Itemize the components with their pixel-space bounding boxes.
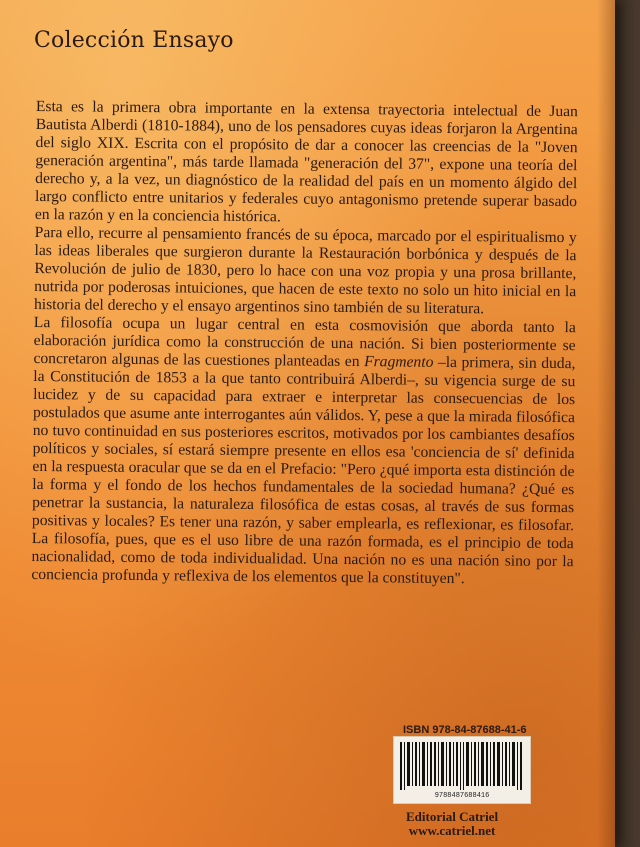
cover-edge-shadow	[597, 0, 615, 847]
barcode-number: 9788487688416	[434, 792, 490, 800]
barcode-bars	[400, 742, 524, 790]
publisher-name: Editorial Catriel	[406, 809, 499, 824]
series-title: Colección Ensayo	[34, 28, 234, 53]
publisher-url: www.catriel.net	[408, 823, 496, 838]
publisher-block	[406, 810, 498, 838]
blurb-paragraph-2: Para ello, recurre al pensamiento francés de su época, marcado por el espiritualismo y las ideas liberales que surgieron durante la Restauración borbónica y después de la Revolución de julio de 1830, pero lo hace con una voz propia y una prosa brillante, nutrida por poderosas intuiciones, que hacen de este texto no solo un hito inicial en la historia del derecho y el ensayo argentinos sino también de su literatura.	[33, 223, 577, 318]
isbn-label: ISBN 978-84-87688-41-6	[403, 724, 527, 736]
blurb-paragraph-1: Esta es la primera obra importante en la extensa trayectoria intelectual de Juan Bautista Alberdi (1810-1884), uno de los pensadores cuyas ideas forjaron la Argentina del siglo XIX. Escrita con el propósito de dar a conocer las creencias de la "Joven generación argentina", más tarde llamada "generación del 37", expone una teoría del derecho y, a la vez, un diagnóstico de la realidad del país en un momento álgido del largo conflicto entre unitarios y federales cuyo antagonismo pretende superar basado en la razón y en la conciencia histórica.	[34, 98, 578, 226]
paragraph-3-text-end: –la primera, sin duda, la Constitución de 1853 a la que tanto contribuirá Alberdi–, su vigencia surge de su lucidez y de su capacidad para extraer e interpretar las consecuencias de los postulados que asume ante interrogantes aún válidos. Y, pese a que la mirada filosófica no tuvo continuidad en sus posteriores escritos, motivados por los cambiantes desafíos políticos y sociales, sí estará siempre presente en ellos esa 'conciencia de sí' definida en la respuesta oracular que se da en el Prefacio: "Pero ¿qué importa esta distinción de la forma y el fondo de los hechos fundamentales de la sociedad humana? ¿Qué es penetrar la sustancia, la naturaleza filosófica de estas cosas, al través de sus formas positivas y locales? Es tener una razón, y saber emplearla, es reflexionar, es filosofar. La filosofía, pues, que es el uso libre de una razón formada, es el principio de toda nacionalidad, como de toda individualidad. Una nación no es una nación sino por la conciencia profunda y reflexiva de los elementos que la constituyen".	[31, 353, 576, 588]
blurb-paragraph-3	[31, 314, 576, 589]
book-title-italic: Fragmento	[364, 353, 434, 371]
barcode	[393, 736, 531, 804]
paragraph-3-text-start: La filosofía ocupa un lugar central en esta cosmovisión que aborda tanto la elaboración jurídica como la construcción de una nación. Si bien posteriormente se concretaron algunas de las cuestiones planteadas en	[33, 313, 576, 371]
back-cover-blurb	[31, 98, 578, 589]
